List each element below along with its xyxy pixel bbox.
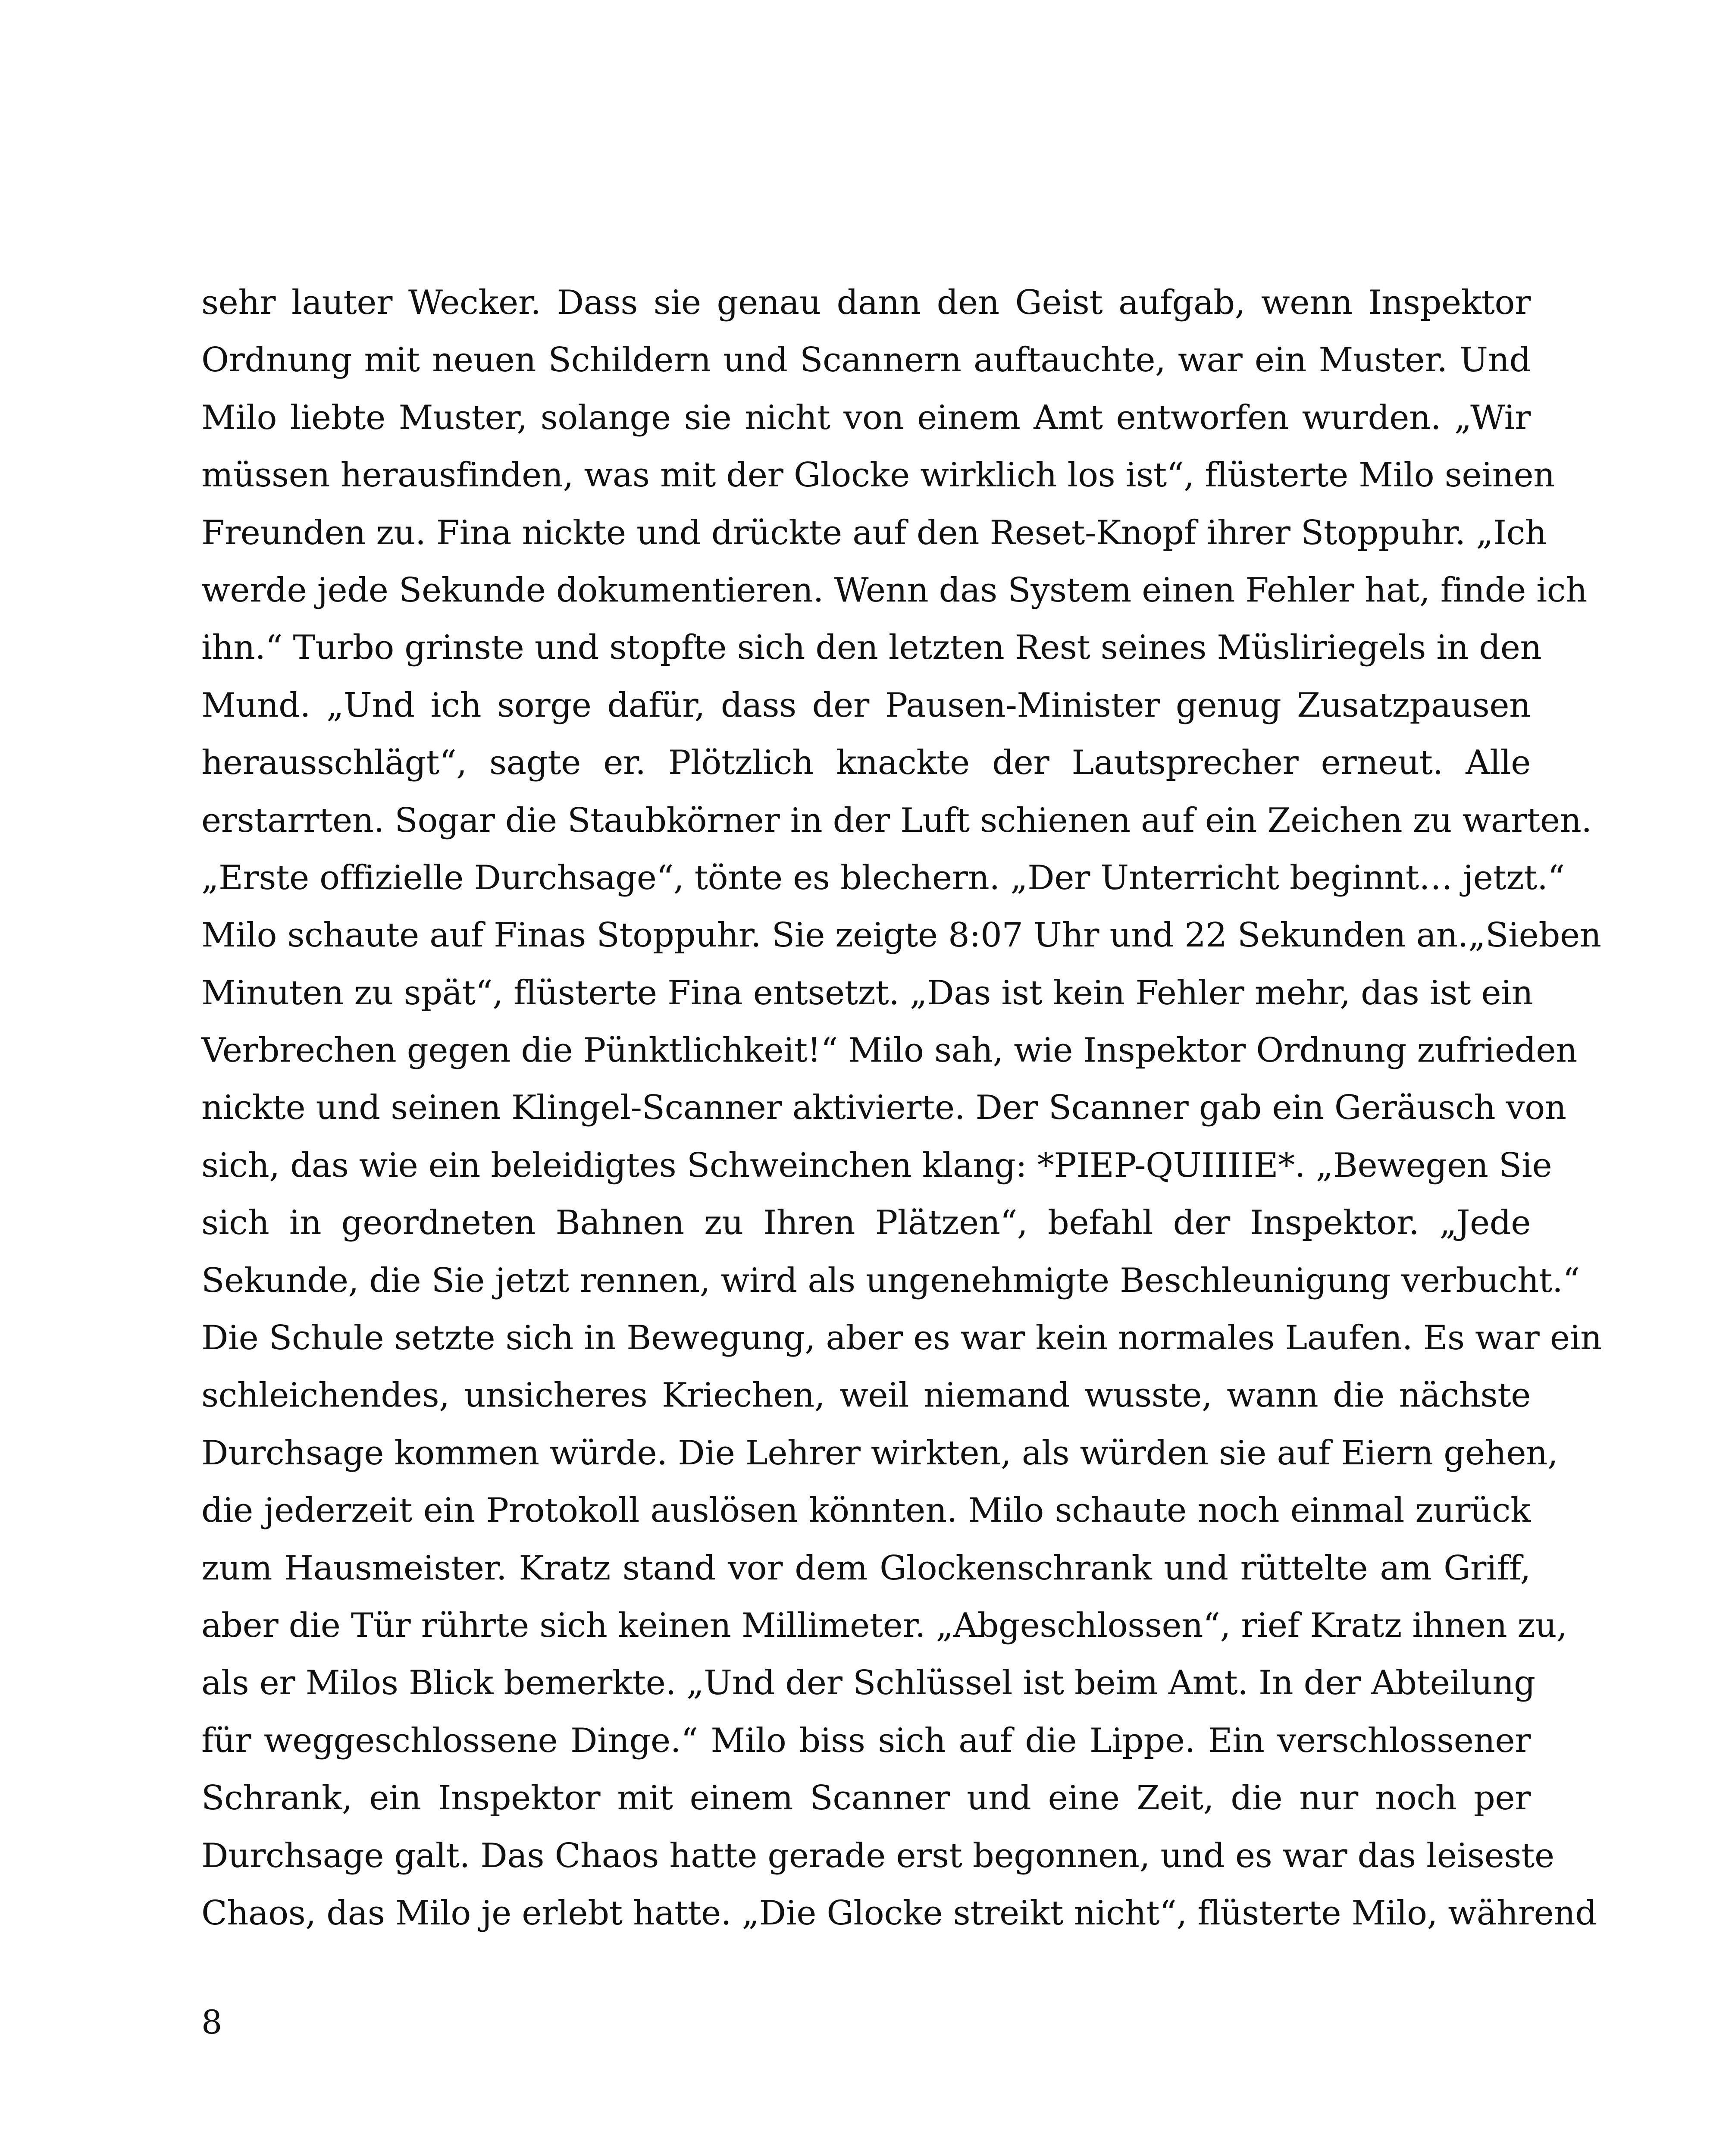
text-line: Durchsage kommen würde. Die Lehrer wirkten, als würden sie auf Eiern gehen, xyxy=(201,1433,1558,1473)
text-line: Sekunde, die Sie jetzt rennen, wird als ungenehmigte Beschleunigung verbucht.“ xyxy=(201,1261,1580,1300)
text-line: sich, das wie ein beleidigtes Schweinchen klang: *PIEP-QUIIIIE*. „Bewegen Sie xyxy=(201,1146,1552,1185)
text-line: „Erste offizielle Durchsage“, tönte es blechern. „Der Unterricht beginnt… jetzt.“ xyxy=(201,858,1565,897)
text-line: die jederzeit ein Protokoll auslösen könnten. Milo schaute noch einmal zurück xyxy=(201,1491,1531,1530)
text-line: Verbrechen gegen die Pünktlichkeit!“ Milo sah, wie Inspektor Ordnung zufrieden xyxy=(201,1031,1577,1070)
text-line: müssen herausfinden, was mit der Glocke wirklich los ist“, flüsterte Milo seinen xyxy=(201,456,1555,495)
text-line: nickte und seinen Klingel-Scanner aktivierte. Der Scanner gab ein Geräusch von xyxy=(201,1088,1566,1128)
text-line: Milo schaute auf Finas Stoppuhr. Sie zeigte 8:07 Uhr und 22 Sekunden an.„Sieben xyxy=(201,916,1601,955)
text-line: ihn.“ Turbo grinste und stopfte sich den letzten Rest seines Müsliriegels in den xyxy=(201,628,1542,667)
page-number: 8 xyxy=(201,2003,222,2041)
text-line: erstarrten. Sogar die Staubkörner in der Luft schienen auf ein Zeichen zu warten. xyxy=(201,801,1592,840)
body-text xyxy=(201,274,1602,1942)
text-line: Chaos, das Milo je erlebt hatte. „Die Glocke streikt nicht“, flüsterte Milo, während xyxy=(201,1893,1597,1933)
text-line: aber die Tür rührte sich keinen Millimeter. „Abgeschlossen“, rief Kratz ihnen zu, xyxy=(201,1606,1567,1645)
text-line: als er Milos Blick bemerkte. „Und der Schlüssel ist beim Amt. In der Abteilung xyxy=(201,1664,1535,1703)
text-line: Freunden zu. Fina nickte und drückte auf den Reset-Knopf ihrer Stoppuhr. „Ich xyxy=(201,513,1547,552)
text-line: Milo liebte Muster, solange sie nicht von einem Amt entworfen wurden. „Wir xyxy=(201,398,1531,437)
text-line: Mund. „Und ich sorge dafür, dass der Pausen-Minister genug Zusatzpausen xyxy=(201,686,1531,725)
text-line: herausschlägt“, sagte er. Plötzlich knackte der Lautsprecher erneut. Alle xyxy=(201,743,1531,783)
text-line: werde jede Sekunde dokumentieren. Wenn das System einen Fehler hat, finde ich xyxy=(201,570,1587,610)
text-line: Die Schule setzte sich in Bewegung, aber es war kein normales Laufen. Es war ein xyxy=(201,1319,1602,1358)
text-line: Durchsage galt. Das Chaos hatte gerade erst begonnen, und es war das leiseste xyxy=(201,1836,1554,1875)
text-line: Ordnung mit neuen Schildern und Scannern auftauchte, war ein Muster. Und xyxy=(201,341,1531,380)
text-line: sich in geordneten Bahnen zu Ihren Plätzen“, befahl der Inspektor. „Jede xyxy=(201,1203,1531,1243)
text-line: zum Hausmeister. Kratz stand vor dem Glockenschrank und rüttelte am Griff, xyxy=(201,1548,1531,1588)
text-line: schleichendes, unsicheres Kriechen, weil niemand wusste, wann die nächste xyxy=(201,1376,1531,1415)
text-line: Schrank, ein Inspektor mit einem Scanner und eine Zeit, die nur noch per xyxy=(201,1779,1531,1818)
text-line: sehr lauter Wecker. Dass sie genau dann den Geist aufgab, wenn Inspektor xyxy=(201,283,1531,322)
text-line: für weggeschlossene Dinge.“ Milo biss sich auf die Lippe. Ein verschlossener xyxy=(201,1721,1531,1760)
text-line: Minuten zu spät“, flüsterte Fina entsetzt. „Das ist kein Fehler mehr, das ist ein xyxy=(201,973,1533,1012)
